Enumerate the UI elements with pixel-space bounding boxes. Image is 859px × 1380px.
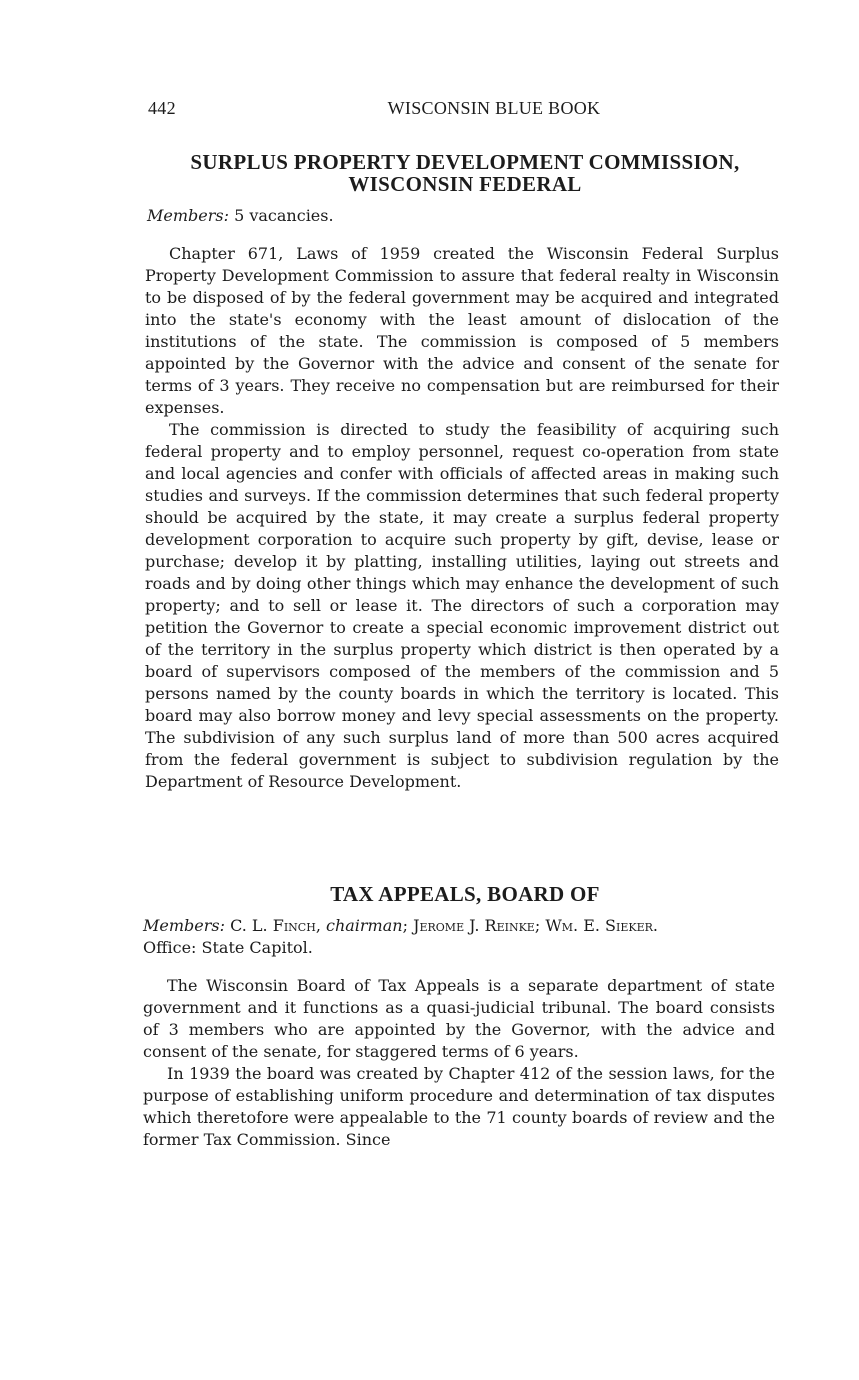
member-name: Wm. E. Sieker: [545, 916, 653, 935]
surplus-body: [145, 243, 779, 793]
section-title-tax-appeals: [145, 883, 785, 905]
page-number: 442: [148, 98, 176, 118]
members-label: Members:: [147, 206, 229, 225]
members-label: Members:: [143, 916, 225, 935]
member-role: chairman: [325, 916, 403, 935]
surplus-paragraph-2: The commission is directed to study the feasibility of acquiring such federal property and to employ personnel, request co-operation from state and local agencies and confer with officials of affected areas in making such studies and surveys. If the commission determines that such federal property should be acquired by the state, it may create a surplus federal property development corporation to acquire such property by gift, devise, lease or purchase; develop it by platting, installing utilities, laying out streets and roads and by doing other things which may enhance the development of such property; and to sell or lease it. The directors of such a corporation may petition the Governor to create a special economic improvement district out of the territory in the surplus property which district is then operated by a board of supervisors composed of the members of the commission and 5 persons named by the county boards in which the territory is located. This board may also borrow money and levy special assessments on the property. The subdivision of any such surplus land of more than 500 acres acquired from the federal government is subject to subdivision regulation by the Department of Resource Development.: [145, 420, 779, 791]
surplus-paragraph-1: Chapter 671, Laws of 1959 created the Wisconsin Federal Surplus Property Development Commission to assure that federal realty in Wisconsin to be disposed of by the federal government may be acquired and integrated into the state's economy with the least amount of dislocation of the institutions of the state. The commission is composed of 5 members appointed by the Governor with the advice and consent of the senate for terms of 3 years. They receive no compensation but are reimbursed for their expenses.: [145, 244, 779, 417]
office-line: [143, 937, 313, 959]
members-line-tax-appeals: Members: C. L. Finch, chairman; Jerome J. Reinke; Wm. E. Sieker.: [143, 916, 659, 935]
member-name: Jerome J. Reinke: [413, 916, 535, 935]
tax-appeals-body: [143, 975, 775, 1151]
section-title-line-1: SURPLUS PROPERTY DEVELOPMENT COMMISSION,: [190, 150, 740, 174]
tax-appeals-paragraph-2: In 1939 the board was created by Chapter 412 of the session laws, for the purpose of establishing uniform procedure and determination of tax disputes which theretofore were appealable to the 71 county boards of review and the former Tax Commission. Since: [143, 1064, 775, 1149]
section-title-surplus-property: [145, 151, 785, 195]
members-line-surplus: [147, 205, 334, 227]
tax-appeals-paragraph-1: The Wisconsin Board of Tax Appeals is a separate department of state government and it functions as a quasi-judicial tribunal. The board consists of 3 members who are appointed by the Governor, with the advice and consent of the senate, for staggered terms of 6 years.: [143, 976, 775, 1061]
running-title: WISCONSIN BLUE BOOK: [387, 98, 601, 118]
office-text: Office: State Capitol.: [143, 938, 313, 957]
member-name: C. L. Finch: [230, 916, 316, 935]
section-title-line-2: WISCONSIN FEDERAL: [348, 172, 582, 196]
members-text: 5 vacancies.: [234, 206, 334, 225]
section-title-tax-appeals-text: TAX APPEALS, BOARD OF: [330, 882, 600, 906]
running-head: [148, 98, 778, 122]
